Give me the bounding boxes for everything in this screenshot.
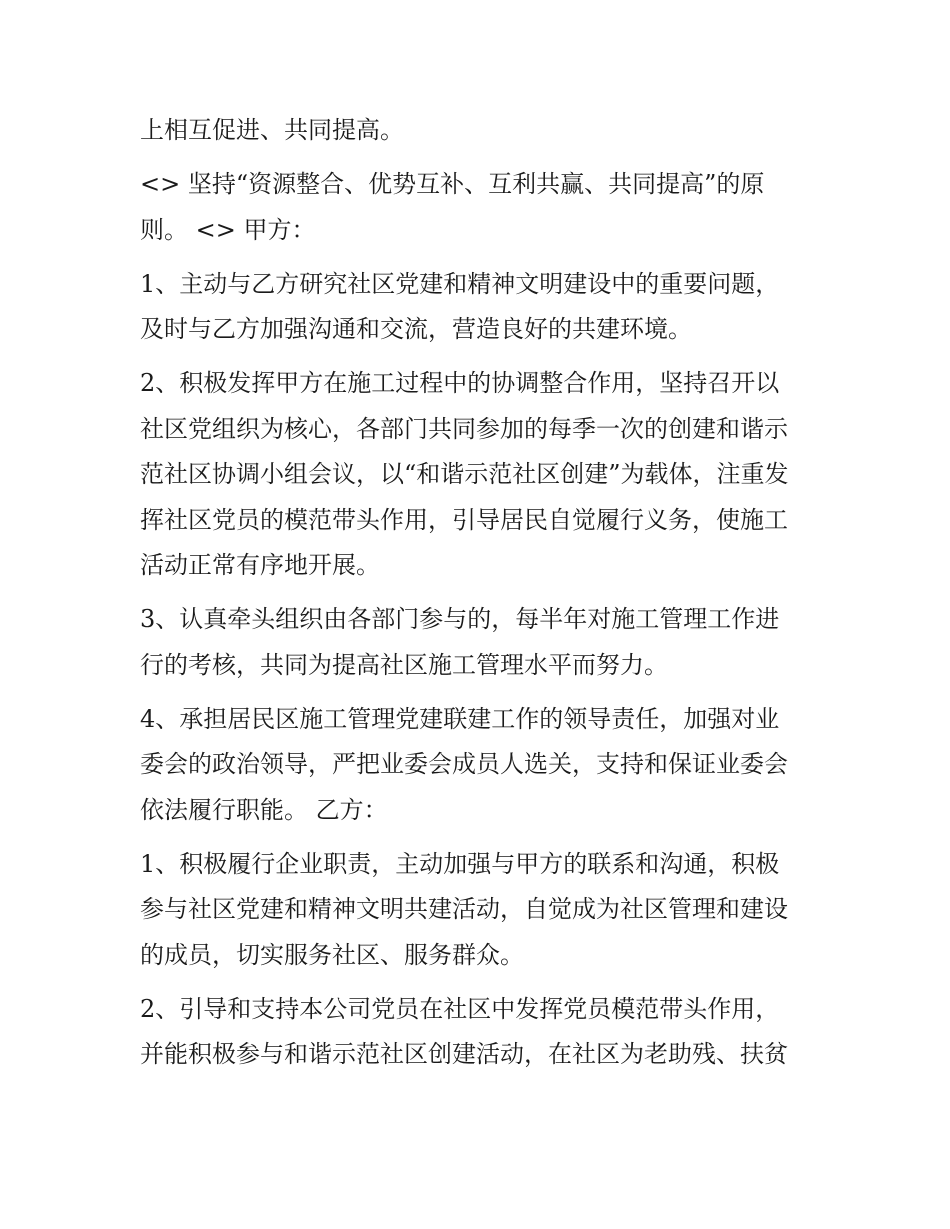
text-line: 2、引导和支持本公司党员在社区中发挥党员模范带头作用， <box>140 994 780 1023</box>
paragraph-party-a-item-2 <box>140 361 820 589</box>
document-body <box>140 108 820 1086</box>
text-line: 1、积极履行企业职责，主动加强与甲方的联系和沟通，积极 <box>140 849 780 878</box>
text-line: 的成员，切实服务社区、服务群众。 <box>140 940 524 969</box>
text-line: 参与社区党建和精神文明共建活动，自觉成为社区管理和建设 <box>140 895 788 923</box>
text-line: 社区党组织为核心，各部门共同参加的每季一次的创建和谐示 <box>140 414 788 443</box>
paragraph-principle <box>140 162 820 253</box>
text-line: 活动正常有序地开展。 <box>140 551 380 579</box>
text-line: 4、承担居民区施工管理党建联建工作的领导责任，加强对业 <box>140 704 780 733</box>
text-line: 则。 <> 甲方： <box>140 215 316 244</box>
paragraph-party-a-item-3 <box>140 597 820 688</box>
text-line: 行的考核，共同为提高社区施工管理水平而努力。 <box>140 650 668 679</box>
text-line: 3、认真牵头组织由各部门参与的，每半年对施工管理工作进 <box>140 605 780 633</box>
paragraph-party-b-item-2 <box>140 987 820 1078</box>
text-line: 1、主动与乙方研究社区党建和精神文明建设中的重要问题， <box>140 269 780 298</box>
paragraph-party-b-item-1 <box>140 842 820 979</box>
text-line: 2、积极发挥甲方在施工过程中的协调整合作用，坚持召开以 <box>140 369 780 397</box>
paragraph-party-a-item-4 <box>140 697 820 834</box>
text-line: 挥社区党员的模范带头作用，引导居民自觉履行义务，使施工 <box>140 505 788 534</box>
text-line: 及时与乙方加强沟通和交流，营造良好的共建环境。 <box>140 315 692 343</box>
text-line: <> 坚持“资源整合、优势互补、互利共赢、共同提高”的原 <box>140 170 765 198</box>
text-line: 上相互促进、共同提高。 <box>140 116 404 144</box>
paragraph-intro <box>140 108 820 154</box>
text-line: 范社区协调小组会议，以“和谐示范社区创建”为载体，注重发 <box>140 460 789 488</box>
text-line: 并能积极参与和谐示范社区创建活动，在社区为老助残、扶贫 <box>140 1040 788 1068</box>
text-line: 委会的政治领导，严把业委会成员人选关，支持和保证业委会 <box>140 750 788 778</box>
paragraph-party-a-item-1 <box>140 262 820 353</box>
text-line: 依法履行职能。 乙方： <box>140 795 388 824</box>
